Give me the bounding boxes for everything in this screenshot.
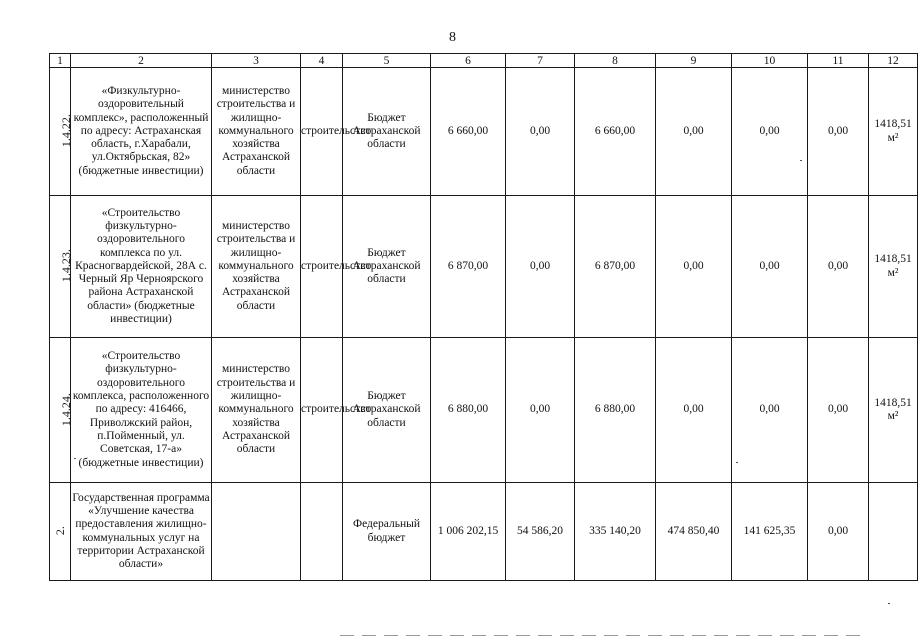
col-header: 9	[656, 54, 732, 68]
year-amount: 0,00	[808, 68, 869, 196]
funding-source: Федеральный бюджет	[343, 483, 431, 581]
indicator: 1418,51 м²	[869, 196, 918, 338]
year-amount: 0,00	[506, 196, 575, 338]
col-header: 4	[301, 54, 343, 68]
work-type: строительство	[301, 338, 343, 483]
year-amount: 6 660,00	[575, 68, 656, 196]
year-amount: 0,00	[656, 196, 732, 338]
row-number: 1.4.24.	[50, 338, 71, 483]
total-amount: 6 870,00	[431, 196, 506, 338]
year-amount: 0,00	[808, 483, 869, 581]
scan-artifact-dot	[800, 160, 802, 161]
executor	[212, 483, 301, 581]
total-amount: 6 880,00	[431, 338, 506, 483]
total-amount: 1 006 202,15	[431, 483, 506, 581]
col-header: 12	[869, 54, 918, 68]
year-amount: 0,00	[506, 68, 575, 196]
row-number: 2.	[50, 483, 71, 581]
executor: министерство строительства и жилищно-коммунального хозяйства Астраханской области	[212, 196, 301, 338]
table-row	[50, 68, 918, 196]
scan-artifact-dot	[888, 603, 890, 604]
measure-name: «Строительство физкультурно-оздоровительного комплекса, расположенного по адресу: 416466, Приволжский район, п.Пойменный, ул. Советская, 17-а» (бюджетные инвестиции)	[71, 338, 212, 483]
year-amount: 0,00	[506, 338, 575, 483]
year-amount: 0,00	[656, 338, 732, 483]
scan-artifact-dot	[74, 458, 76, 459]
year-amount: 6 870,00	[575, 196, 656, 338]
measure-name: Государственная программа «Улучшение качества предоставления жилищно-коммунальных услуг на территории Астраханской области»	[71, 483, 212, 581]
col-header: 7	[506, 54, 575, 68]
scan-artifact-dot	[736, 462, 738, 463]
year-amount: 474 850,40	[656, 483, 732, 581]
year-amount: 6 880,00	[575, 338, 656, 483]
header-row	[50, 54, 918, 68]
year-amount: 0,00	[732, 68, 808, 196]
year-amount: 0,00	[732, 196, 808, 338]
indicator	[869, 483, 918, 581]
col-header: 6	[431, 54, 506, 68]
budget-table	[49, 53, 918, 581]
col-header: 10	[732, 54, 808, 68]
indicator: 1418,51 м²	[869, 68, 918, 196]
executor: министерство строительства и жилищно-коммунального хозяйства Астраханской области	[212, 68, 301, 196]
executor: министерство строительства и жилищно-коммунального хозяйства Астраханской области	[212, 338, 301, 483]
indicator: 1418,51 м²	[869, 338, 918, 483]
year-amount: 0,00	[732, 338, 808, 483]
col-header: 2	[71, 54, 212, 68]
row-number: 1.4.23.	[50, 196, 71, 338]
table-row	[50, 338, 918, 483]
scan-artifact-line	[340, 635, 860, 636]
work-type	[301, 483, 343, 581]
measure-name: «Физкультурно-оздоровительный комплекс», расположенный по адресу: Астраханская область, г.Харабали, ул.Октябрьская, 82» (бюджетные инвестиции)	[71, 68, 212, 196]
funding-source: Бюджет Астраханской области	[343, 196, 431, 338]
funding-source: Бюджет Астраханской области	[343, 338, 431, 483]
work-type: строительство	[301, 68, 343, 196]
year-amount: 0,00	[808, 338, 869, 483]
table-row	[50, 196, 918, 338]
year-amount: 0,00	[656, 68, 732, 196]
col-header: 3	[212, 54, 301, 68]
col-header: 8	[575, 54, 656, 68]
table-row	[50, 483, 918, 581]
year-amount: 141 625,35	[732, 483, 808, 581]
measure-name: «Строительство физкультурно-оздоровительного комплекса по ул. Красногвардейской, 28А с. Черный Яр Черноярского района Астраханской области» (бюджетные инвестиции)	[71, 196, 212, 338]
year-amount: 335 140,20	[575, 483, 656, 581]
row-number: 1.4.22.	[50, 68, 71, 196]
work-type: строительство	[301, 196, 343, 338]
col-header: 1	[50, 54, 71, 68]
total-amount: 6 660,00	[431, 68, 506, 196]
col-header: 5	[343, 54, 431, 68]
page-number: 8	[449, 30, 456, 45]
year-amount: 54 586,20	[506, 483, 575, 581]
year-amount: 0,00	[808, 196, 869, 338]
funding-source: Бюджет Астраханской области	[343, 68, 431, 196]
col-header: 11	[808, 54, 869, 68]
